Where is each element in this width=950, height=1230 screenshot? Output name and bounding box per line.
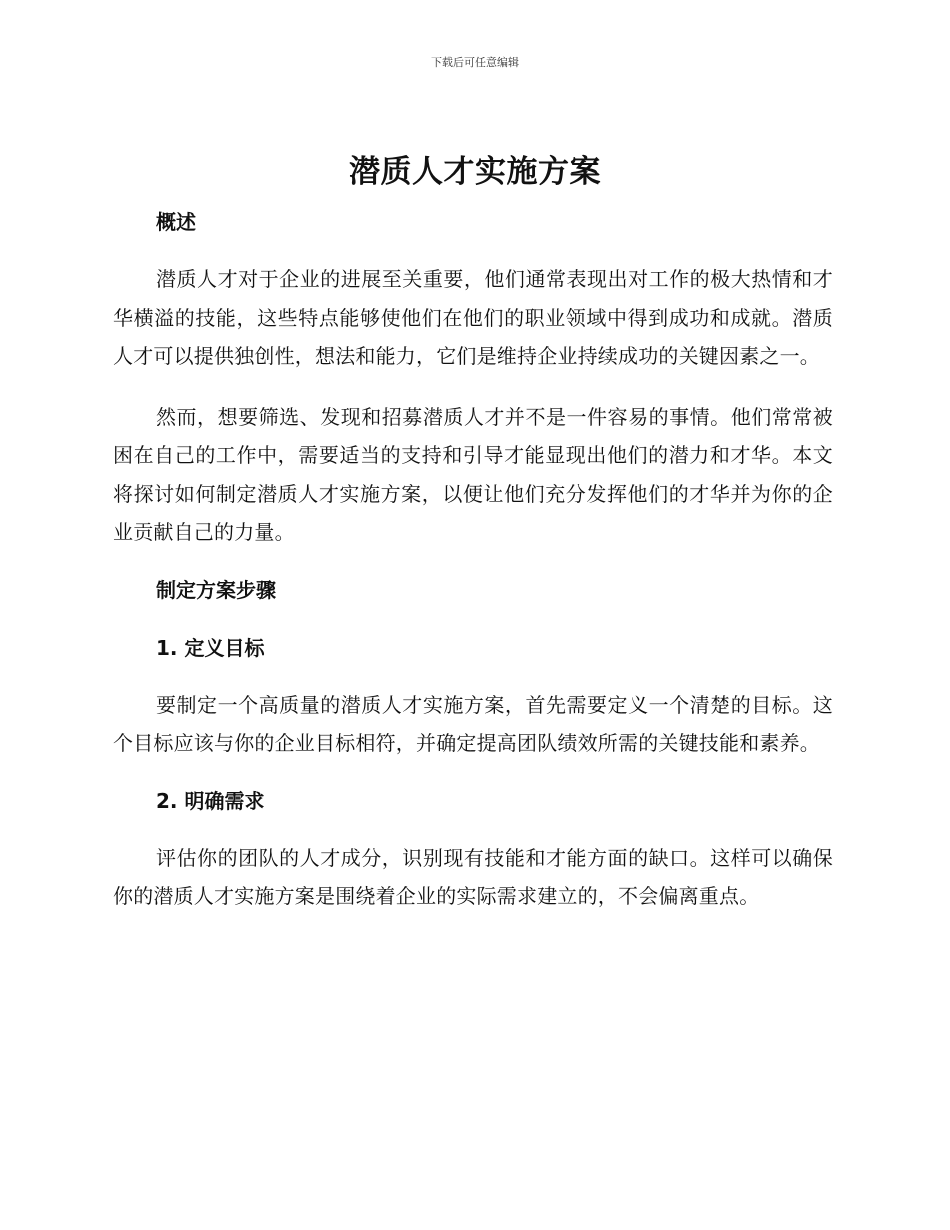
document-body xyxy=(113,204,833,916)
subheading-clarify-needs: 2. 明确需求 xyxy=(156,788,265,813)
paragraph-define-goal: 要制定一个高质量的潜质人才实施方案，首先需要定义一个清楚的目标。这个目标应该与你的企业目标相符，并确定提高团队绩效所需的关键技能和素养。 xyxy=(113,692,833,755)
paragraph-clarify-needs: 评估你的团队的人才成分，识别现有技能和才能方面的缺口。这样可以确保你的潜质人才实施方案是围绕着企业的实际需求建立的，不会偏离重点。 xyxy=(113,845,833,908)
document-title: 潜质人才实施方案 xyxy=(349,154,601,190)
section-heading-overview: 概述 xyxy=(156,210,196,234)
paragraph-intro: 潜质人才对于企业的进展至关重要，他们通常表现出对工作的极大热情和才华横溢的技能，这些特点能够使他们在他们的职业领域中得到成功和成就。潜质人才可以提供独创性，想法和能力，它们是维持企业持续成功的关键因素之一。 xyxy=(113,267,833,368)
paragraph-challenge: 然而，想要筛选、发现和招募潜质人才并不是一件容易的事情。他们常常被困在自己的工作中，需要适当的支持和引导才能显现出他们的潜力和才华。本文将探讨如何制定潜质人才实施方案，以便让他们充分发挥他们的才华并为你的企业贡献自己的力量。 xyxy=(113,404,833,544)
subheading-define-goal: 1. 定义目标 xyxy=(156,635,265,660)
page-header-note: 下载后可任意编辑 xyxy=(431,56,519,69)
section-heading-steps: 制定方案步骤 xyxy=(156,577,276,602)
